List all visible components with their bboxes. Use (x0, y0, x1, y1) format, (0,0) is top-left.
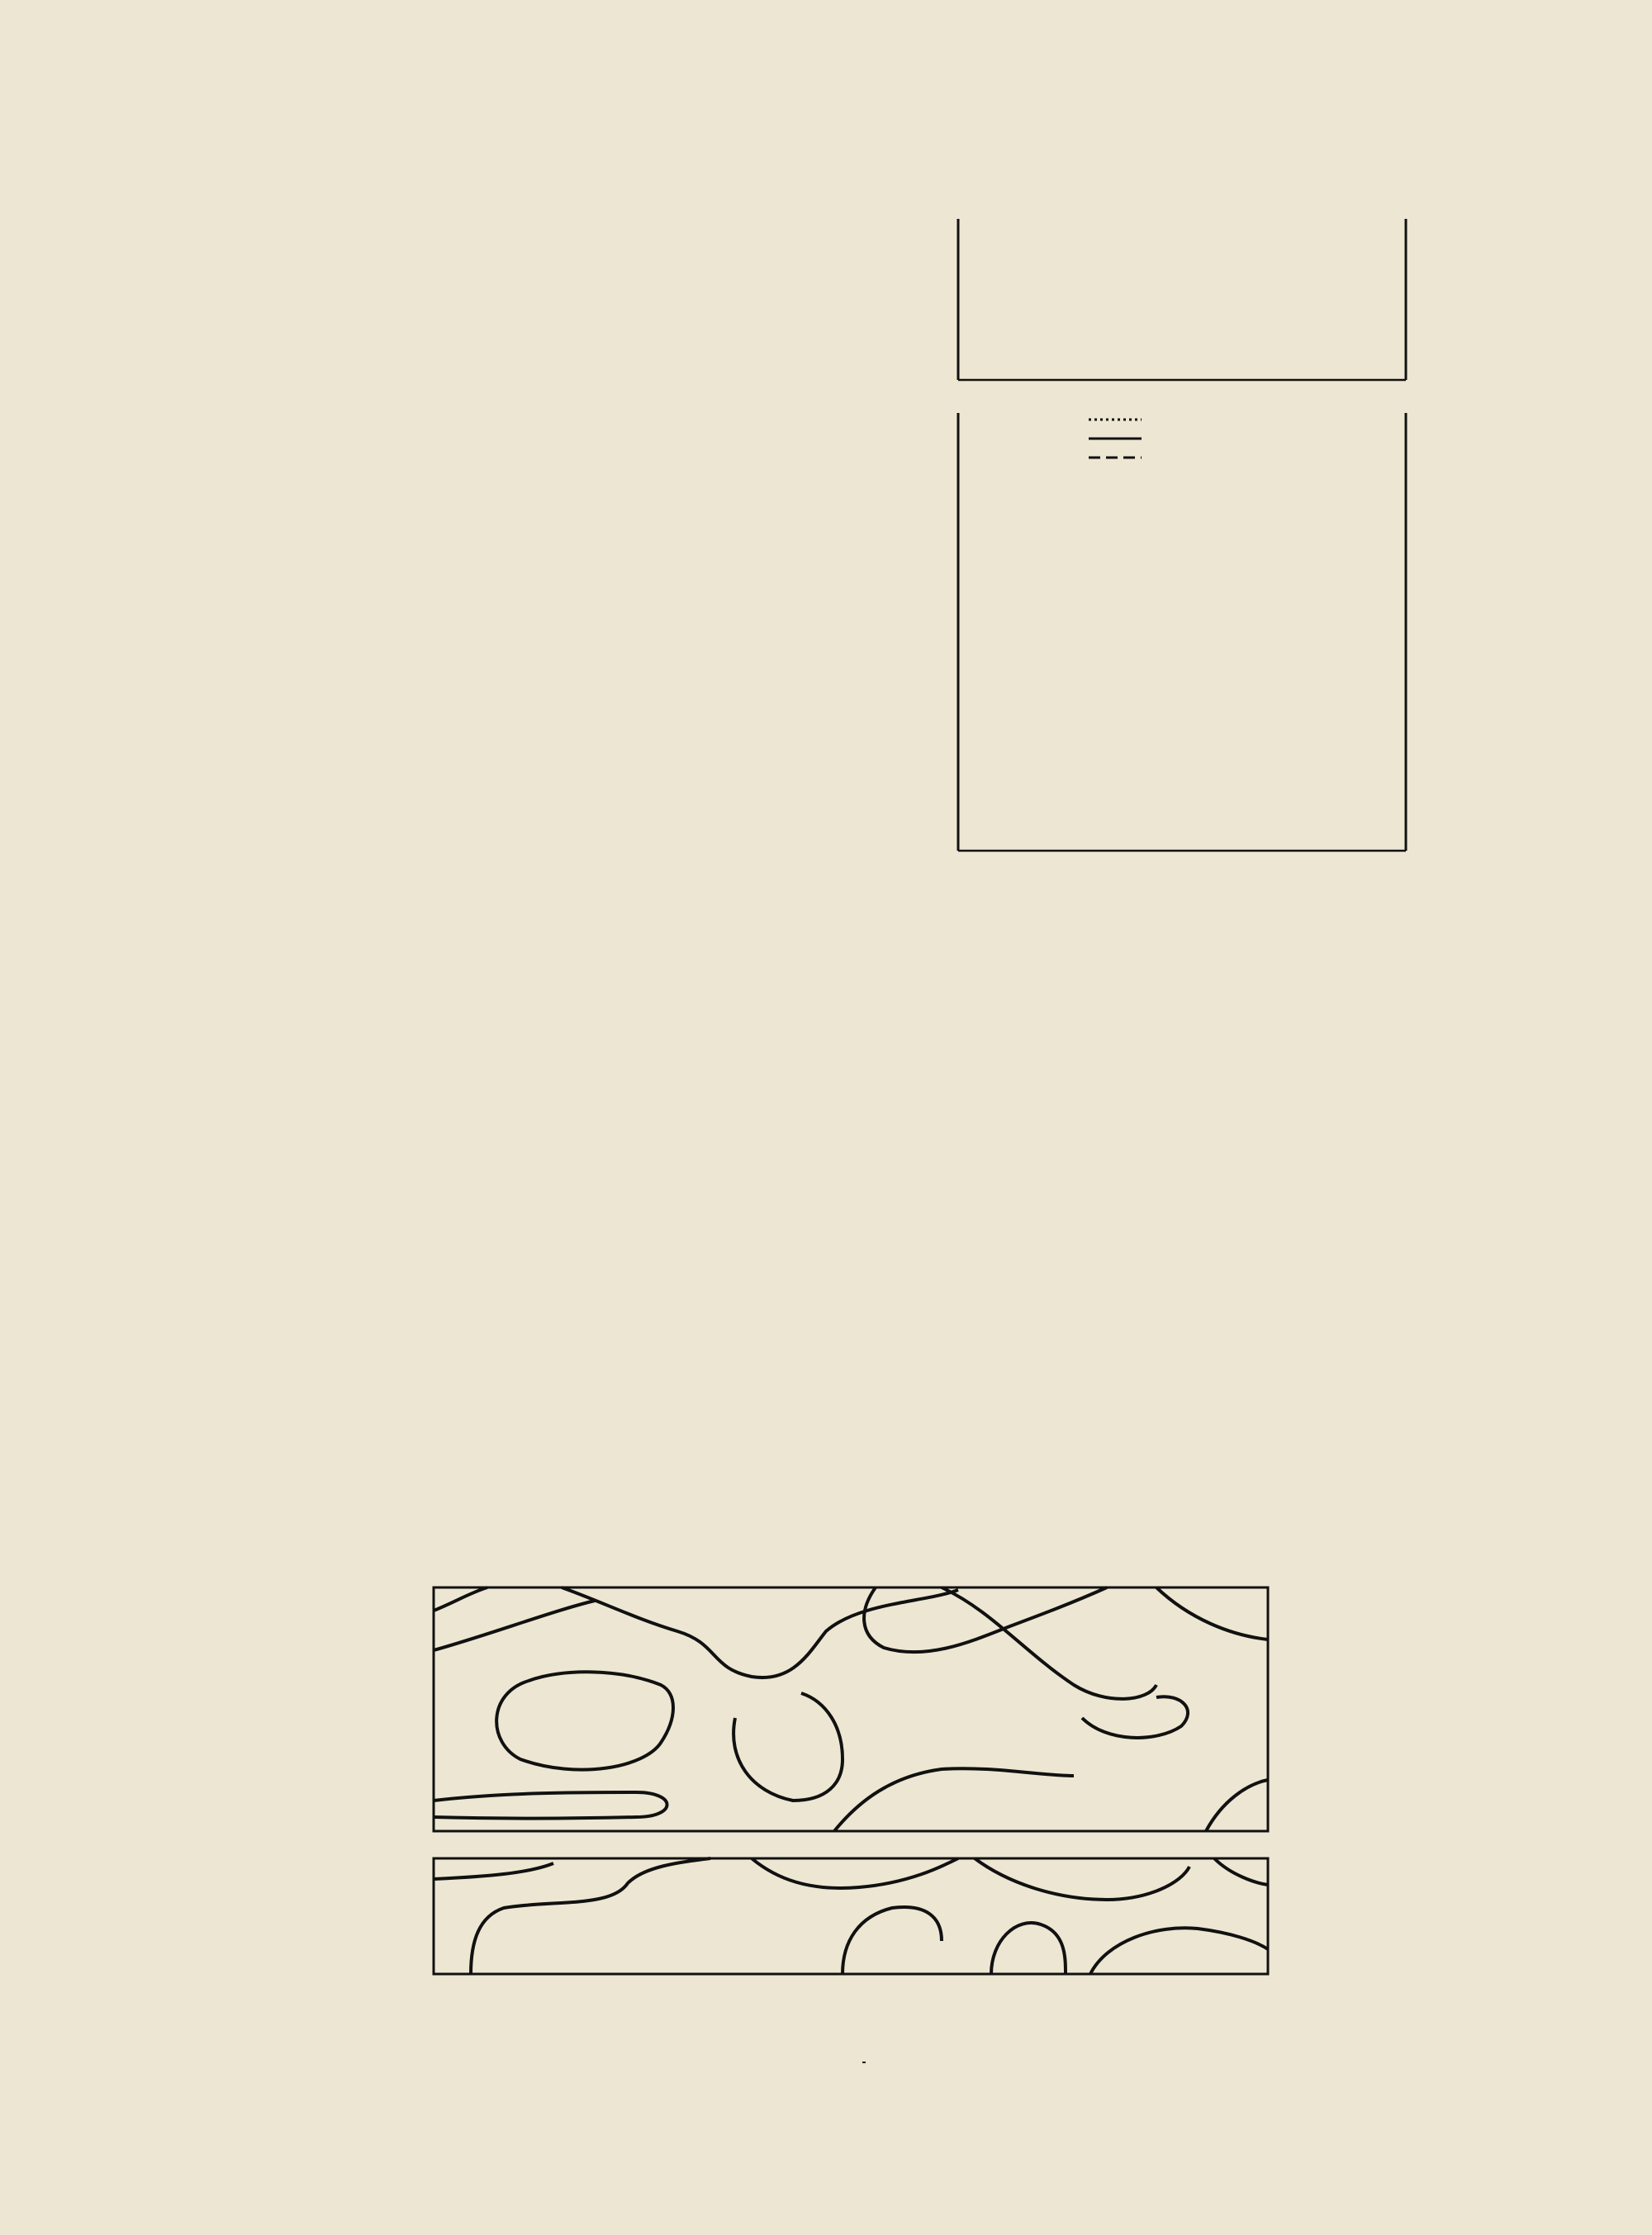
contour-og-1 (434, 1863, 553, 1879)
winterroggen-frame (434, 1587, 1268, 1831)
fig3-caption-line (852, 2062, 866, 2063)
contour-wr-3 (562, 1587, 958, 1677)
contour-og-4 (843, 1907, 942, 1974)
obstgarten-frame (434, 1858, 1268, 1974)
contour-wr-10 (1082, 1696, 1188, 1738)
contour-wr-1 (434, 1601, 595, 1650)
contour-wr-2 (434, 1587, 487, 1611)
contour-wr-9 (942, 1587, 1156, 1699)
fig3-caption-fraction (862, 2062, 866, 2063)
contour-wr-7 (834, 1768, 1074, 1831)
fig2-bar-panel (958, 219, 1406, 380)
contour-wr-6 (733, 1693, 843, 1801)
contour-og-2 (471, 1858, 710, 1974)
contour-wr-5 (434, 1792, 667, 1819)
contour-wr-8 (864, 1587, 1107, 1652)
contour-og-5 (991, 1923, 1066, 1974)
fig3-caption (644, 2040, 1074, 2067)
obstgarten-contours (434, 1858, 1268, 1974)
left-column (149, 101, 814, 126)
figure-2 (876, 186, 1421, 884)
figure-3 (363, 1553, 1338, 2015)
winterroggen-contours (434, 1587, 1268, 1831)
contour-og-3 (752, 1858, 958, 1888)
fig2-legend (1089, 420, 1142, 458)
fig2-line-panel (958, 413, 1406, 851)
contour-og-6 (975, 1858, 1189, 1900)
right-column-bottom (859, 977, 1530, 994)
contour-wr-12 (1206, 1780, 1268, 1831)
fig3-frac-top (862, 2062, 866, 2063)
contour-wr-11 (1156, 1587, 1268, 1639)
contour-og-8 (1214, 1858, 1268, 1885)
contour-wr-4 (496, 1672, 673, 1769)
contour-og-7 (1090, 1928, 1268, 1974)
